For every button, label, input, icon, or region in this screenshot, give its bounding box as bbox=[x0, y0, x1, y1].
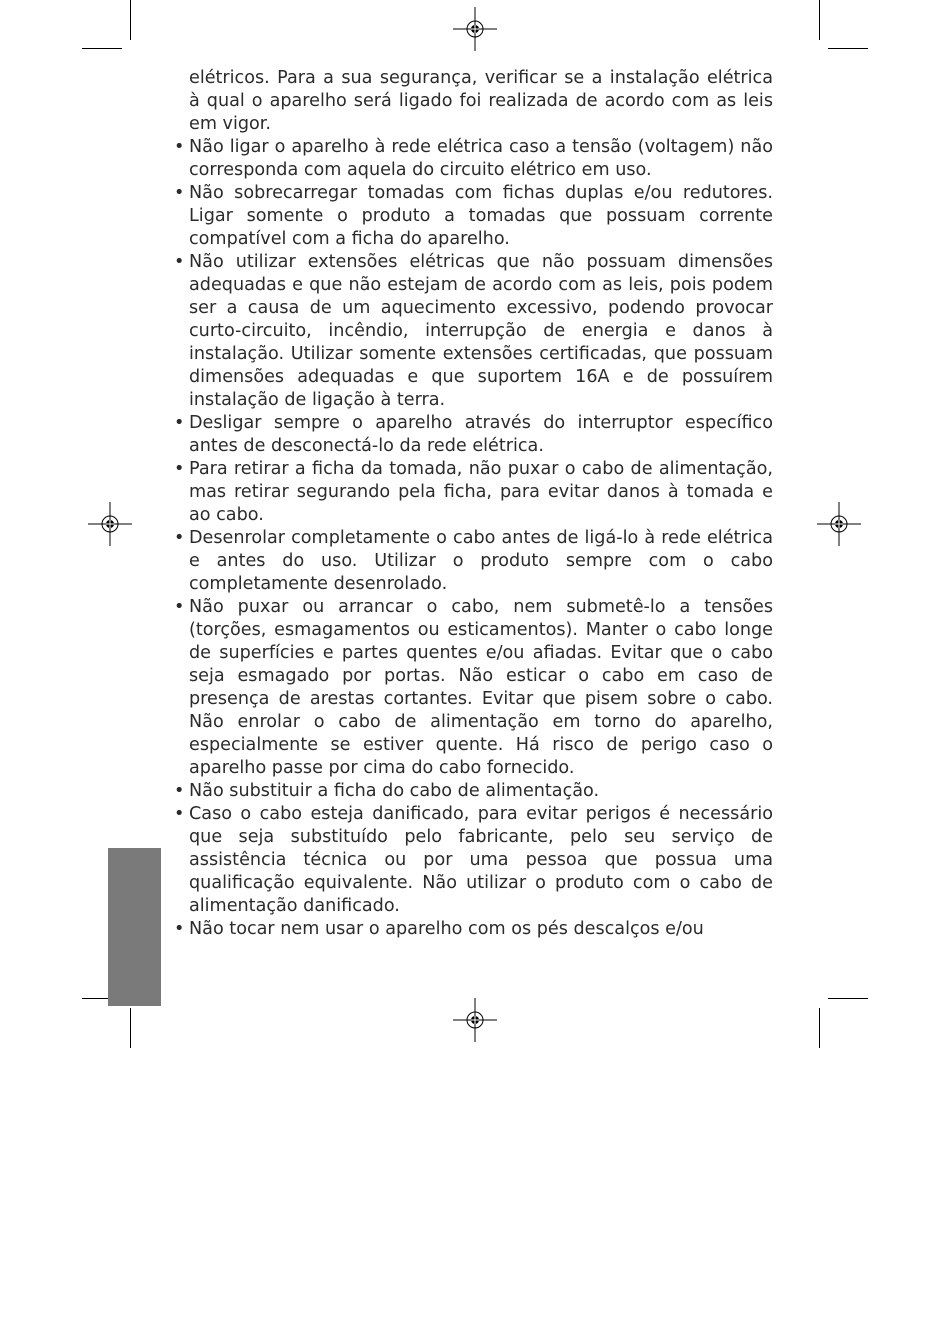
bullet-icon: • bbox=[174, 137, 185, 157]
language-side-tab bbox=[108, 848, 161, 1006]
bullet-icon: • bbox=[174, 597, 185, 617]
registration-mark-top-icon bbox=[453, 7, 497, 51]
list-item-text: Não sobrecarregar tomadas com fichas duplas e/ou redutores. Ligar somente o produto a tomadas que possuam corrente compatível com a ficha do aparelho. bbox=[189, 183, 773, 249]
list-item bbox=[172, 596, 773, 780]
list-item-text: Caso o cabo esteja danificado, para evitar perigos é necessário que seja substituído pelo fabricante, pelo seu serviço de assistência técnica ou por uma pessoa que possua uma qualificação equivalente. Não utilizar o produto com o cabo de alimentação danificado. bbox=[189, 804, 773, 916]
crop-mark-bottom-right-horizontal bbox=[828, 998, 868, 999]
crop-mark-top-left-vertical bbox=[130, 0, 131, 40]
list-item-text: Não substituir a ficha do cabo de alimentação. bbox=[189, 781, 600, 801]
list-item-text: Desligar sempre o aparelho através do interruptor específico antes de desconectá-lo da rede elétrica. bbox=[189, 413, 773, 456]
list-item bbox=[172, 527, 773, 596]
list-item bbox=[172, 803, 773, 918]
crop-mark-bottom-right-vertical bbox=[819, 1008, 820, 1048]
continuation-paragraph: elétricos. Para a sua segurança, verificar se a instalação elétrica à qual o aparelho será ligado foi realizada de acordo com as leis em vigor. bbox=[189, 68, 773, 134]
list-item-text: Não ligar o aparelho à rede elétrica caso a tensão (voltagem) não corresponda com aquela do circuito elétrico em uso. bbox=[189, 137, 773, 180]
bullet-icon: • bbox=[174, 413, 185, 433]
list-item bbox=[172, 251, 773, 412]
crop-mark-top-right-vertical bbox=[819, 0, 820, 40]
registration-mark-left-icon bbox=[88, 502, 132, 546]
safety-instructions bbox=[172, 67, 773, 941]
bullet-icon: • bbox=[174, 804, 185, 824]
bullet-icon: • bbox=[174, 459, 185, 479]
list-item-text: Não utilizar extensões elétricas que não possuam dimensões adequadas e que não estejam de acordo com as leis, pois podem ser a causa de um aquecimento excessivo, podendo provocar curto-circuito, incêndio, interrupção de energia e danos à instalação. Utilizar somente extensões certificadas, que possuam dimensões adequadas e que suportem 16A e de possuírem instalação de ligação à terra. bbox=[189, 252, 773, 410]
list-item bbox=[172, 458, 773, 527]
crop-mark-top-right-horizontal bbox=[828, 48, 868, 49]
bullet-icon: • bbox=[174, 183, 185, 203]
bullet-icon: • bbox=[174, 919, 185, 939]
list-item-text: Não tocar nem usar o aparelho com os pés descalços e/ou bbox=[189, 919, 704, 939]
registration-mark-right-icon bbox=[817, 502, 861, 546]
list-item-text: Não puxar ou arrancar o cabo, nem submetê-lo a tensões (torções, esmagamentos ou esticamentos). Manter o cabo longe de superfícies e partes quentes e/ou afiadas. Evitar que o cabo seja esmagado por portas. Não esticar o cabo em caso de presença de arestas cortantes. Evitar que pisem sobre o cabo. Não enrolar o cabo de alimentação em torno do aparelho, especialmente se estiver quente. Há risco de perigo caso o aparelho passe por cima do cabo fornecido. bbox=[189, 597, 773, 778]
safety-list bbox=[172, 136, 773, 941]
registration-mark-bottom-icon bbox=[453, 998, 497, 1042]
bullet-icon: • bbox=[174, 781, 185, 801]
bullet-icon: • bbox=[174, 252, 185, 272]
list-item bbox=[172, 412, 773, 458]
list-item bbox=[172, 918, 773, 941]
list-item-text: Desenrolar completamente o cabo antes de ligá-lo à rede elétrica e antes do uso. Utilizar o produto sempre com o cabo completamente desenrolado. bbox=[189, 528, 773, 594]
list-item bbox=[172, 780, 773, 803]
list-item-text: Para retirar a ficha da tomada, não puxar o cabo de alimentação, mas retirar segurando pela ficha, para evitar danos à tomada e ao cabo. bbox=[189, 459, 773, 525]
list-item bbox=[172, 136, 773, 182]
list-item bbox=[172, 182, 773, 251]
bullet-icon: • bbox=[174, 528, 185, 548]
crop-mark-bottom-left-vertical bbox=[130, 1008, 131, 1048]
crop-mark-top-left-horizontal bbox=[82, 48, 122, 49]
